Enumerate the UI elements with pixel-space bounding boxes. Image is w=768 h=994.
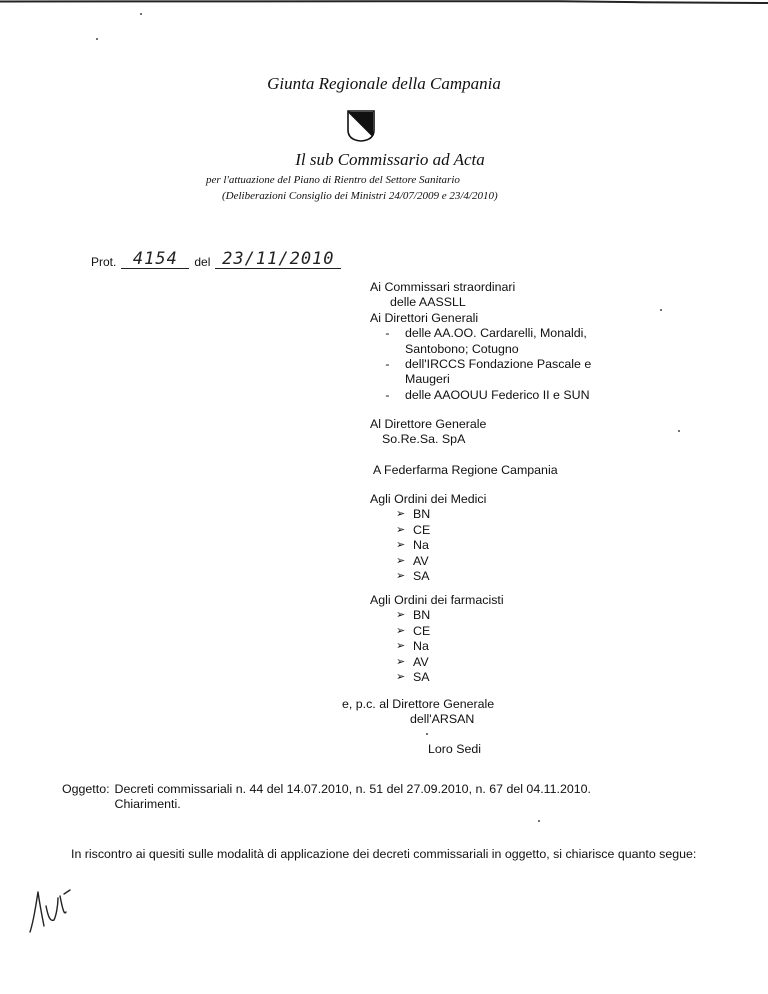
- subject-line-2: Chiarimenti.: [114, 797, 181, 812]
- region-emblem: [347, 110, 375, 142]
- direttori-item: [370, 326, 675, 341]
- scan-speck: [660, 309, 662, 311]
- list-item-label: SA: [413, 670, 430, 685]
- list-item-label: SA: [413, 569, 430, 584]
- scan-speck: [538, 820, 540, 822]
- scan-speck: [426, 733, 428, 735]
- pc-line-2: dell'ARSAN: [410, 712, 475, 727]
- protocol-line: [91, 250, 341, 269]
- arrow-bullet-icon: ➢: [396, 554, 406, 567]
- farmacisti-list: [370, 608, 504, 685]
- direttori-item: [370, 342, 675, 357]
- list-item-label: Na: [413, 639, 429, 654]
- arrow-bullet-icon: ➢: [396, 609, 406, 622]
- list-item-label: BN: [413, 507, 431, 522]
- commissari-line-1: Ai Commissari straordinari: [370, 280, 516, 294]
- subtitle-line-2: (Deliberazioni Consiglio dei Ministri 24/07/2009 e 23/4/2010): [222, 190, 498, 202]
- scan-speck: [678, 430, 680, 432]
- list-item-label: BN: [413, 608, 431, 623]
- list-item: [396, 670, 504, 685]
- dash-marker: [370, 342, 405, 357]
- direttori-item-text: dell'IRCCS Fondazione Pascale e: [405, 357, 592, 372]
- list-item: [396, 554, 486, 569]
- protocol-number: 4154: [121, 250, 189, 269]
- farmacisti-block: [370, 593, 504, 685]
- list-item: [396, 523, 486, 538]
- list-item: [396, 655, 504, 670]
- list-item: [396, 624, 504, 639]
- arrow-bullet-icon: ➢: [396, 508, 406, 521]
- handwritten-initials: [24, 886, 84, 936]
- direttori-item-text: Maugeri: [405, 372, 450, 387]
- body-paragraph: In riscontro ai quesiti sulle modalità di applicazione dei decreti commissariali in oggetto, si chiarisce quanto segue:: [71, 847, 697, 861]
- dash-marker: -: [385, 326, 390, 341]
- list-item-label: CE: [413, 623, 431, 638]
- arrow-bullet-icon: ➢: [396, 640, 406, 653]
- dash-marker: -: [385, 387, 390, 402]
- direttori-item-text: delle AAOOUU Federico II e SUN: [405, 387, 590, 402]
- medici-list: [370, 507, 486, 584]
- subject-block: [62, 782, 722, 813]
- scan-speck: [96, 38, 98, 40]
- direttori-item: [370, 388, 675, 403]
- arrow-bullet-icon: ➢: [396, 523, 406, 536]
- list-item: [396, 507, 486, 522]
- protocol-date: 23/11/2010: [215, 250, 341, 269]
- direttori-list: [370, 326, 675, 403]
- addressee-block-1: [370, 280, 675, 403]
- list-item: [396, 538, 486, 553]
- list-item-label: AV: [413, 654, 429, 669]
- commissari-line-2: delle AASSLL: [390, 295, 466, 310]
- institution-title: Giunta Regionale della Campania: [267, 74, 501, 93]
- pc-line-1: e, p.c. al Direttore Generale: [342, 697, 495, 711]
- list-item-label: CE: [413, 522, 431, 537]
- direttore-label: Al Direttore Generale: [370, 417, 487, 431]
- dash-marker: [370, 372, 405, 387]
- subject-label: Oggetto:: [62, 782, 110, 796]
- list-item-label: AV: [413, 553, 429, 568]
- direttori-item: [370, 372, 675, 387]
- commissioner-title: Il sub Commissario ad Acta: [295, 150, 485, 169]
- direttori-label: Ai Direttori Generali: [370, 310, 479, 325]
- direttori-item: [370, 357, 675, 372]
- arrow-bullet-icon: ➢: [396, 570, 406, 583]
- farmacisti-label: Agli Ordini dei farmacisti: [370, 593, 504, 607]
- list-item-label: Na: [413, 538, 429, 553]
- subtitle-line-1: per l'attuazione del Piano di Rientro del Settore Sanitario: [206, 174, 460, 186]
- dash-marker: -: [385, 357, 390, 372]
- arrow-bullet-icon: ➢: [396, 624, 406, 637]
- list-item: [396, 569, 486, 584]
- arrow-bullet-icon: ➢: [396, 655, 406, 668]
- pc-block: [342, 697, 494, 728]
- addressee-block-2: [370, 417, 486, 448]
- list-item: [396, 608, 504, 623]
- closing-loro-sedi: Loro Sedi: [428, 742, 482, 756]
- scan-speck: [140, 13, 142, 15]
- federfarma-line: A Federfarma Regione Campania: [373, 463, 558, 477]
- direttori-item-text: delle AA.OO. Cardarelli, Monaldi,: [405, 326, 587, 341]
- direttore-org: So.Re.Sa. SpA: [382, 432, 466, 447]
- arrow-bullet-icon: ➢: [396, 671, 406, 684]
- list-item: [396, 639, 504, 654]
- scan-top-border: [0, 0, 768, 6]
- prot-label: Prot.: [91, 255, 117, 269]
- subject-line-1: Decreti commissariali n. 44 del 14.07.2010, n. 51 del 27.09.2010, n. 67 del 04.11.2010.: [114, 782, 591, 796]
- medici-label: Agli Ordini dei Medici: [370, 492, 487, 506]
- medici-block: [370, 492, 486, 584]
- del-label: del: [194, 255, 211, 269]
- arrow-bullet-icon: ➢: [396, 539, 406, 552]
- direttori-item-text: Santobono; Cotugno: [405, 341, 519, 356]
